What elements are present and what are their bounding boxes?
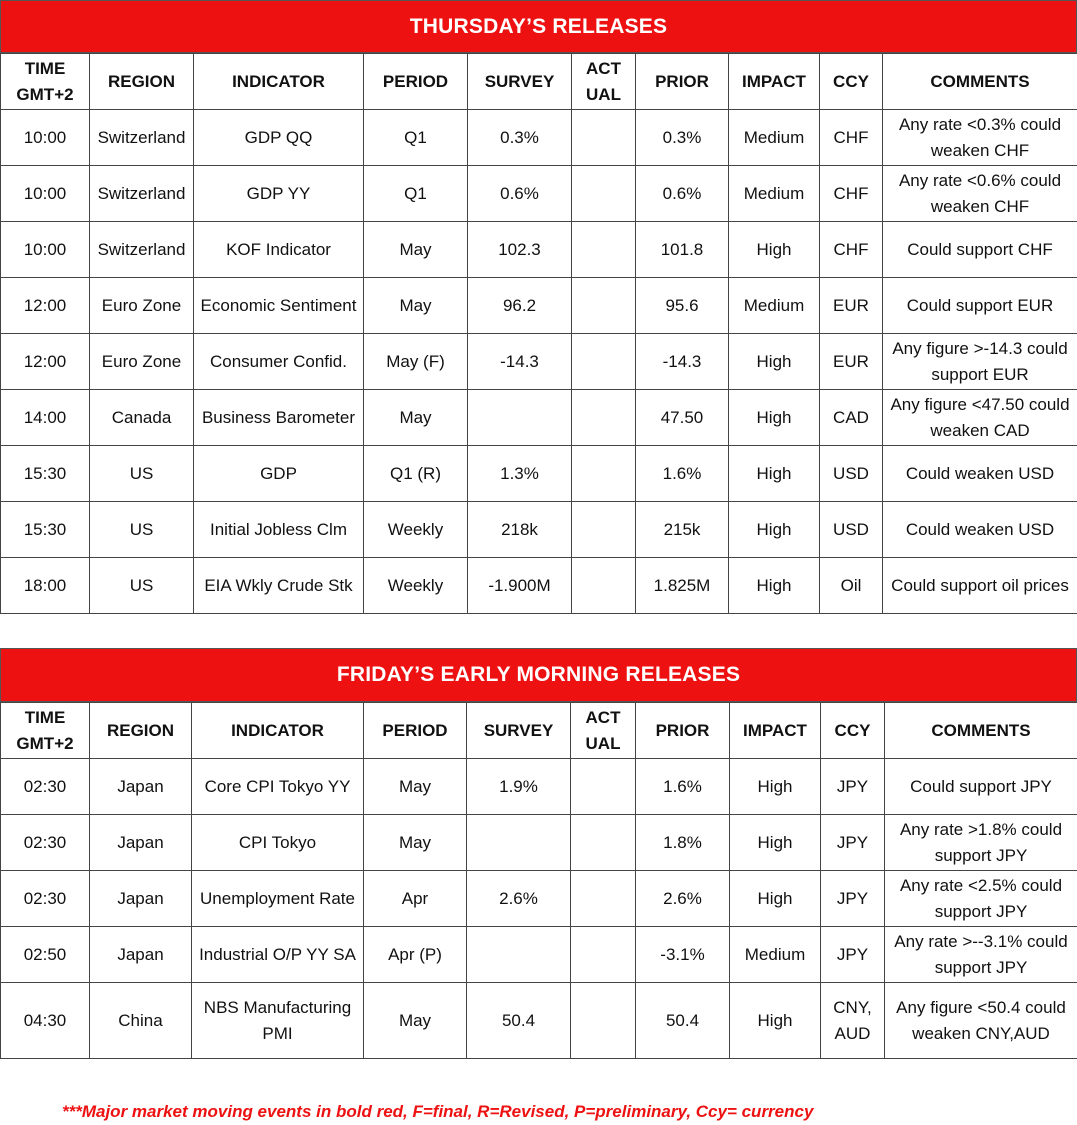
table-row bbox=[1, 446, 1077, 502]
table-row bbox=[1, 871, 1077, 927]
cell-period: Q1 (R) bbox=[364, 446, 468, 502]
cell-comments: Could support JPY bbox=[885, 759, 1077, 815]
cell-actual bbox=[572, 558, 636, 614]
footer-legend-note: ***Major market moving events in bold red, F=final, R=Revised, P=preliminary, Ccy= currency bbox=[62, 1102, 814, 1121]
thursday-table bbox=[0, 53, 1077, 614]
cell-region: Switzerland bbox=[90, 110, 194, 166]
cell-impact: High bbox=[729, 334, 820, 390]
cell-impact: High bbox=[729, 502, 820, 558]
friday-title: FRIDAY’S EARLY MORNING RELEASES bbox=[336, 663, 741, 686]
cell-prior: -3.1% bbox=[636, 927, 730, 983]
header-period: PERIOD bbox=[364, 54, 468, 110]
cell-time: 10:00 bbox=[1, 166, 90, 222]
cell-region: Canada bbox=[90, 390, 194, 446]
cell-time: 02:50 bbox=[1, 927, 90, 983]
cell-period: Apr bbox=[364, 871, 467, 927]
header-prior: PRIOR bbox=[636, 703, 730, 759]
cell-indicator: Economic Sentiment bbox=[194, 278, 364, 334]
friday-table bbox=[0, 702, 1077, 1059]
cell-survey: 1.9% bbox=[467, 759, 571, 815]
cell-survey: -1.900M bbox=[468, 558, 572, 614]
cell-ccy: CNY, AUD bbox=[821, 983, 885, 1059]
cell-impact: High bbox=[730, 871, 821, 927]
header-indicator: INDICATOR bbox=[194, 54, 364, 110]
cell-indicator: Industrial O/P YY SA bbox=[192, 927, 364, 983]
cell-time: 02:30 bbox=[1, 871, 90, 927]
cell-impact: Medium bbox=[729, 278, 820, 334]
cell-impact: High bbox=[730, 815, 821, 871]
cell-time: 02:30 bbox=[1, 759, 90, 815]
cell-region: Japan bbox=[90, 759, 192, 815]
cell-comments: Any figure <47.50 could weaken CAD bbox=[883, 390, 1077, 446]
cell-actual bbox=[571, 815, 636, 871]
cell-prior: 1.8% bbox=[636, 815, 730, 871]
cell-prior: 1.6% bbox=[636, 759, 730, 815]
cell-indicator: GDP QQ bbox=[194, 110, 364, 166]
table-row bbox=[1, 390, 1077, 446]
cell-actual bbox=[572, 166, 636, 222]
cell-actual bbox=[572, 334, 636, 390]
cell-region: China bbox=[90, 983, 192, 1059]
table-row bbox=[1, 502, 1077, 558]
cell-ccy: CAD bbox=[820, 390, 883, 446]
cell-time: 12:00 bbox=[1, 334, 90, 390]
header-prior: PRIOR bbox=[636, 54, 729, 110]
cell-prior: 101.8 bbox=[636, 222, 729, 278]
table-row bbox=[1, 927, 1077, 983]
header-comments: COMMENTS bbox=[883, 54, 1077, 110]
header-ccy: CCY bbox=[821, 703, 885, 759]
cell-ccy: JPY bbox=[821, 871, 885, 927]
cell-time: 14:00 bbox=[1, 390, 90, 446]
table-header-row bbox=[1, 703, 1077, 759]
cell-survey bbox=[468, 390, 572, 446]
cell-indicator: Unemployment Rate bbox=[192, 871, 364, 927]
cell-time: 15:30 bbox=[1, 502, 90, 558]
cell-ccy: CHF bbox=[820, 222, 883, 278]
cell-region: Japan bbox=[90, 871, 192, 927]
cell-comments: Any rate <2.5% could support JPY bbox=[885, 871, 1077, 927]
cell-survey: 218k bbox=[468, 502, 572, 558]
table-row bbox=[1, 110, 1077, 166]
cell-region: Switzerland bbox=[90, 166, 194, 222]
cell-impact: Medium bbox=[729, 110, 820, 166]
cell-actual bbox=[571, 983, 636, 1059]
table-row bbox=[1, 759, 1077, 815]
cell-survey bbox=[467, 927, 571, 983]
cell-survey: 50.4 bbox=[467, 983, 571, 1059]
friday-table-body bbox=[1, 759, 1077, 1059]
cell-time: 02:30 bbox=[1, 815, 90, 871]
cell-time: 12:00 bbox=[1, 278, 90, 334]
cell-indicator: NBS Manufacturing PMI bbox=[192, 983, 364, 1059]
cell-comments: Any rate <0.3% could weaken CHF bbox=[883, 110, 1077, 166]
cell-comments: Could support EUR bbox=[883, 278, 1077, 334]
cell-prior: 2.6% bbox=[636, 871, 730, 927]
cell-prior: 95.6 bbox=[636, 278, 729, 334]
cell-period: May bbox=[364, 759, 467, 815]
cell-time: 18:00 bbox=[1, 558, 90, 614]
header-period: PERIOD bbox=[364, 703, 467, 759]
cell-region: Japan bbox=[90, 815, 192, 871]
cell-survey: 102.3 bbox=[468, 222, 572, 278]
cell-indicator: Initial Jobless Clm bbox=[194, 502, 364, 558]
cell-impact: Medium bbox=[730, 927, 821, 983]
cell-indicator: Business Barometer bbox=[194, 390, 364, 446]
cell-region: Euro Zone bbox=[90, 334, 194, 390]
cell-comments: Any rate >1.8% could support JPY bbox=[885, 815, 1077, 871]
cell-period: May bbox=[364, 390, 468, 446]
header-actual: ACT UAL bbox=[572, 54, 636, 110]
header-region: REGION bbox=[90, 703, 192, 759]
cell-prior: 0.6% bbox=[636, 166, 729, 222]
table-row bbox=[1, 558, 1077, 614]
cell-ccy: EUR bbox=[820, 278, 883, 334]
thursday-table-body bbox=[1, 110, 1077, 614]
cell-impact: High bbox=[730, 983, 821, 1059]
header-region: REGION bbox=[90, 54, 194, 110]
cell-region: US bbox=[90, 558, 194, 614]
friday-releases-section bbox=[0, 648, 1077, 1059]
cell-comments: Could support oil prices bbox=[883, 558, 1077, 614]
cell-actual bbox=[571, 871, 636, 927]
cell-impact: High bbox=[729, 446, 820, 502]
cell-survey bbox=[467, 815, 571, 871]
thursday-title: THURSDAY’S RELEASES bbox=[409, 14, 668, 38]
table-row bbox=[1, 222, 1077, 278]
cell-actual bbox=[572, 222, 636, 278]
cell-impact: Medium bbox=[729, 166, 820, 222]
cell-ccy: EUR bbox=[820, 334, 883, 390]
cell-indicator: EIA Wkly Crude Stk bbox=[194, 558, 364, 614]
header-impact: IMPACT bbox=[729, 54, 820, 110]
table-row bbox=[1, 334, 1077, 390]
cell-time: 15:30 bbox=[1, 446, 90, 502]
cell-comments: Any rate >--3.1% could support JPY bbox=[885, 927, 1077, 983]
cell-time: 10:00 bbox=[1, 110, 90, 166]
cell-prior: 215k bbox=[636, 502, 729, 558]
cell-ccy: USD bbox=[820, 502, 883, 558]
cell-indicator: Consumer Confid. bbox=[194, 334, 364, 390]
table-header-row bbox=[1, 54, 1077, 110]
cell-actual bbox=[572, 446, 636, 502]
cell-prior: 1.825M bbox=[636, 558, 729, 614]
table-row bbox=[1, 166, 1077, 222]
cell-ccy: CHF bbox=[820, 110, 883, 166]
header-time: TIME GMT+2 bbox=[1, 54, 90, 110]
cell-actual bbox=[571, 927, 636, 983]
cell-indicator: CPI Tokyo bbox=[192, 815, 364, 871]
cell-period: May bbox=[364, 815, 467, 871]
cell-actual bbox=[571, 759, 636, 815]
cell-comments: Any figure >-14.3 could support EUR bbox=[883, 334, 1077, 390]
cell-ccy: CHF bbox=[820, 166, 883, 222]
header-indicator: INDICATOR bbox=[192, 703, 364, 759]
cell-survey: 0.3% bbox=[468, 110, 572, 166]
header-comments: COMMENTS bbox=[885, 703, 1077, 759]
cell-period: Q1 bbox=[364, 166, 468, 222]
header-survey: SURVEY bbox=[467, 703, 571, 759]
cell-period: Weekly bbox=[364, 558, 468, 614]
cell-period: May bbox=[364, 278, 468, 334]
cell-region: Japan bbox=[90, 927, 192, 983]
cell-comments: Any figure <50.4 could weaken CNY,AUD bbox=[885, 983, 1077, 1059]
cell-period: Q1 bbox=[364, 110, 468, 166]
cell-period: Apr (P) bbox=[364, 927, 467, 983]
cell-actual bbox=[572, 502, 636, 558]
cell-prior: 0.3% bbox=[636, 110, 729, 166]
header-actual: ACT UAL bbox=[571, 703, 636, 759]
cell-prior: 50.4 bbox=[636, 983, 730, 1059]
cell-period: Weekly bbox=[364, 502, 468, 558]
table-row bbox=[1, 983, 1077, 1059]
cell-impact: High bbox=[730, 759, 821, 815]
header-ccy: CCY bbox=[820, 54, 883, 110]
table-row bbox=[1, 815, 1077, 871]
cell-time: 04:30 bbox=[1, 983, 90, 1059]
thursday-title-banner bbox=[0, 0, 1077, 53]
cell-actual bbox=[572, 278, 636, 334]
cell-impact: High bbox=[729, 390, 820, 446]
cell-actual bbox=[572, 110, 636, 166]
cell-ccy: JPY bbox=[821, 927, 885, 983]
cell-survey: 2.6% bbox=[467, 871, 571, 927]
cell-impact: High bbox=[729, 222, 820, 278]
header-impact: IMPACT bbox=[730, 703, 821, 759]
cell-region: US bbox=[90, 502, 194, 558]
cell-prior: 1.6% bbox=[636, 446, 729, 502]
cell-ccy: USD bbox=[820, 446, 883, 502]
cell-comments: Could weaken USD bbox=[883, 502, 1077, 558]
cell-region: Euro Zone bbox=[90, 278, 194, 334]
cell-survey: 1.3% bbox=[468, 446, 572, 502]
cell-ccy: JPY bbox=[821, 815, 885, 871]
cell-period: May bbox=[364, 222, 468, 278]
cell-comments: Could support CHF bbox=[883, 222, 1077, 278]
cell-indicator: Core CPI Tokyo YY bbox=[192, 759, 364, 815]
header-time: TIME GMT+2 bbox=[1, 703, 90, 759]
cell-indicator: GDP YY bbox=[194, 166, 364, 222]
cell-actual bbox=[572, 390, 636, 446]
cell-indicator: KOF Indicator bbox=[194, 222, 364, 278]
cell-survey: 96.2 bbox=[468, 278, 572, 334]
cell-time: 10:00 bbox=[1, 222, 90, 278]
cell-prior: -14.3 bbox=[636, 334, 729, 390]
table-row bbox=[1, 278, 1077, 334]
cell-period: May (F) bbox=[364, 334, 468, 390]
cell-region: Switzerland bbox=[90, 222, 194, 278]
header-survey: SURVEY bbox=[468, 54, 572, 110]
friday-title-banner bbox=[0, 648, 1077, 702]
cell-indicator: GDP bbox=[194, 446, 364, 502]
cell-prior: 47.50 bbox=[636, 390, 729, 446]
cell-ccy: Oil bbox=[820, 558, 883, 614]
cell-impact: High bbox=[729, 558, 820, 614]
cell-survey: 0.6% bbox=[468, 166, 572, 222]
cell-comments: Any rate <0.6% could weaken CHF bbox=[883, 166, 1077, 222]
cell-region: US bbox=[90, 446, 194, 502]
cell-period: May bbox=[364, 983, 467, 1059]
cell-ccy: JPY bbox=[821, 759, 885, 815]
cell-comments: Could weaken USD bbox=[883, 446, 1077, 502]
cell-survey: -14.3 bbox=[468, 334, 572, 390]
